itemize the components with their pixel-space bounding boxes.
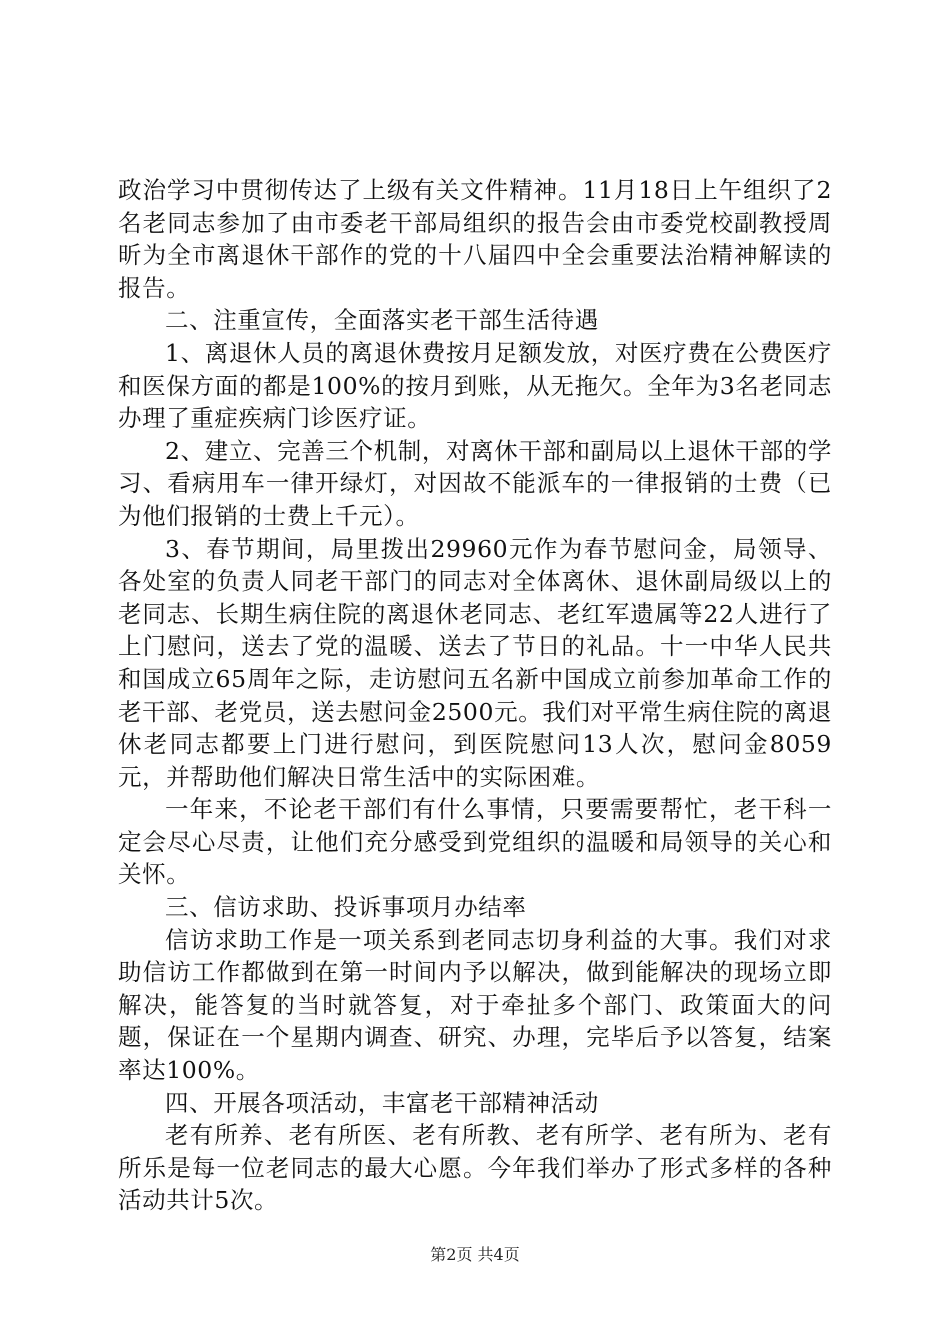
paragraph-summary: 一年来，不论老干部们有什么事情，只要需要帮忙，老干科一定会尽心尽责，让他们充分感受到党组织的温暖和局领导的关心和关怀。 (118, 795, 832, 889)
section-heading-2: 二、注重宣传，全面落实老干部生活待遇 (165, 306, 599, 335)
document-body (118, 174, 832, 1217)
section-heading-4: 四、开展各项活动，丰富老干部精神活动 (165, 1088, 599, 1117)
paragraph-continuation: 政治学习中贯彻传达了上级有关文件精神。11月18日上午组织了2名老同志参加了由市委老干部局组织的报告会由市委党校副教授周昕为全市离退休干部作的党的十八届四中全会重要法治精神解读的报告。 (118, 176, 832, 302)
paragraph-item-1: 1、离退休人员的离退休费按月足额发放，对医疗费在公费医疗和医保方面的都是100%的按月到账，从无拖欠。全年为3名老同志办理了重症疾病门诊医疗证。 (118, 338, 832, 433)
page-number-label: 第2页 共4页 (430, 1245, 520, 1264)
paragraph-petition: 信访求助工作是一项关系到老同志切身利益的大事。我们对求助信访工作都做到在第一时间内予以解决，做到能解决的现场立即解决，能答复的当时就答复，对于牵扯多个部门、政策面大的问题，保证在一个星期内调查、研究、办理，完毕后予以答复，结案率达100%。 (118, 925, 832, 1085)
paragraph-item-3: 3、春节期间，局里拨出29960元作为春节慰问金，局领导、各处室的负责人同老干部门的同志对全体离休、退休副局级以上的老同志、长期生病住院的离退休老同志、老红军遗属等22人进行了上门慰问，送去了党的温暖、送去了节日的礼品。十一中华人民共和国成立65周年之际，走访慰问五名新中国成立前参加革命工作的老干部、老党员，送去慰问金2500元。我们对平常生病住院的离退休老同志都要上门进行慰问，到医院慰问13人次，慰问金8059元，并帮助他们解决日常生活中的实际困难。 (118, 534, 832, 791)
paragraph-activities: 老有所养、老有所医、老有所教、老有所学、老有所为、老有所乐是每一位老同志的最大心愿。今年我们举办了形式多样的各种活动共计5次。 (118, 1121, 832, 1215)
section-heading-3: 三、信访求助、投诉事项月办结率 (165, 893, 527, 922)
page-footer (0, 1242, 950, 1265)
paragraph-item-2: 2、建立、完善三个机制，对离休干部和副局以上退休干部的学习、看病用车一律开绿灯，对因故不能派车的一律报销的士费（已为他们报销的士费上千元）。 (118, 436, 832, 530)
